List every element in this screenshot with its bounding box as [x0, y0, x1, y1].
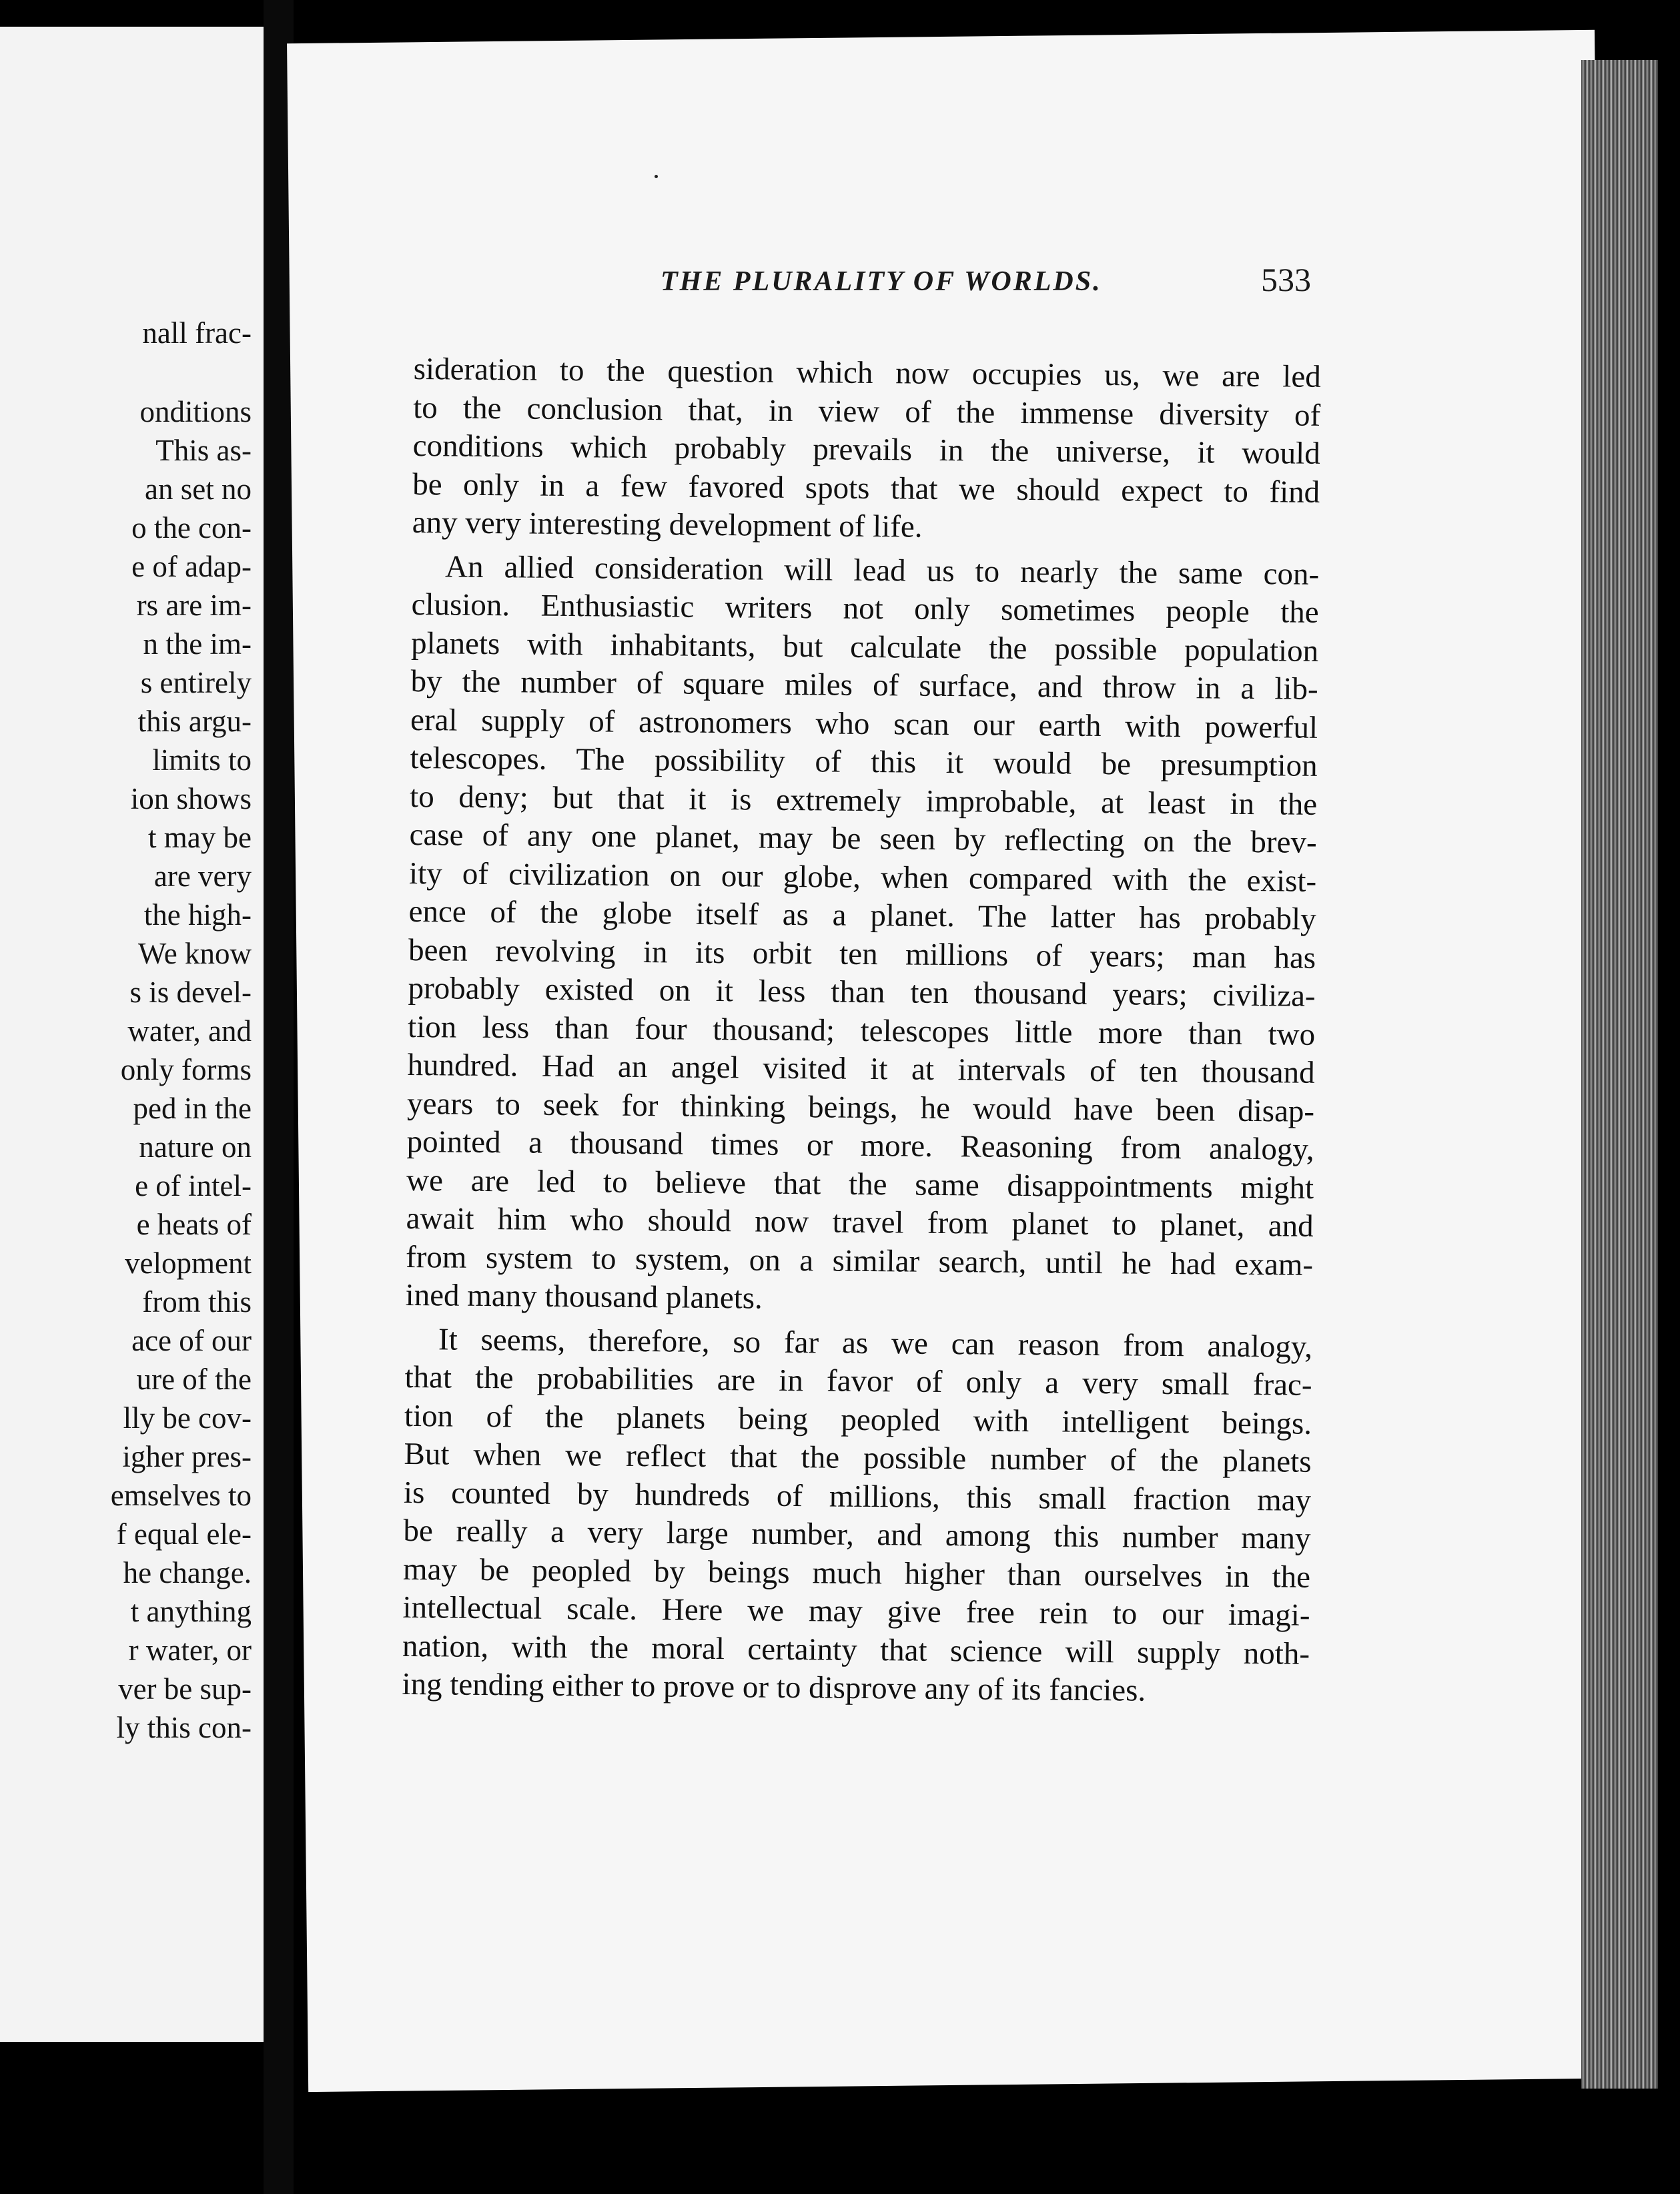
text-line: we are led to believe that the same disappointments might: [406, 1162, 1314, 1206]
text-line: to deny; but that it is extremely improbable, at least in the: [409, 779, 1318, 822]
text-line: to the conclusion that, in view of the immense diversity of: [413, 390, 1321, 433]
left-page-line: emselves to: [110, 1479, 252, 1512]
left-page-line: ped in the: [133, 1092, 252, 1125]
text-line: years to seek for thinking beings, he would have been disap-: [406, 1086, 1315, 1129]
left-page-line: ure of the: [136, 1363, 252, 1396]
left-page-line: ly this con-: [116, 1711, 252, 1744]
text-line: eral supply of astronomers who scan our earth with powerful: [410, 702, 1318, 745]
left-page-line: are very: [153, 859, 252, 893]
text-line: that the probabilities are in favor of only a very small frac-: [404, 1359, 1312, 1403]
text-line: been revolving in its orbit ten millions of years; man has: [408, 932, 1316, 976]
left-page-line: e of intel-: [135, 1169, 252, 1202]
left-page-line: only forms: [120, 1053, 252, 1086]
left-page-line: from this: [142, 1285, 252, 1319]
text-line: ity of civilization on our globe, when compared with the exist-: [408, 855, 1317, 899]
left-page-line: onditions: [139, 395, 252, 428]
left-page-line: lly be cov-: [123, 1401, 252, 1435]
text-line: be only in a few favored spots that we should expect to find: [412, 466, 1320, 510]
page-number: 533: [1261, 261, 1311, 298]
left-page-line: f equal ele-: [116, 1517, 252, 1551]
left-page-line: t may be: [148, 821, 252, 854]
left-page-line: ace of our: [131, 1324, 252, 1357]
text-line: case of any one planet, may be seen by reflecting on the brev-: [409, 817, 1317, 860]
left-page-line: nature on: [139, 1130, 252, 1164]
left-page-line: ion shows: [130, 782, 252, 815]
left-page-line: this argu-: [137, 705, 252, 738]
text-line: conditions which probably prevails in the universe, it would: [412, 428, 1320, 471]
text-line: await him who should now travel from planet to planet, and: [406, 1200, 1314, 1244]
left-page-line: n the im-: [143, 627, 252, 661]
left-page-line: an set no: [145, 472, 252, 506]
left-page-line: igher pres-: [122, 1440, 252, 1473]
page-body-text: [402, 350, 1321, 1712]
paragraph: [412, 350, 1320, 550]
left-page-gap: [0, 352, 252, 392]
text-line: tion of the planets being peopled with intelligent beings.: [404, 1398, 1312, 1441]
text-line: by the number of square miles of surface, and throw in a lib-: [410, 663, 1318, 707]
text-line: intellectual scale. Here we may give free rein to our imagi-: [402, 1589, 1310, 1633]
left-page-line: ver be sup-: [118, 1672, 252, 1706]
left-page-line: e heats of: [136, 1208, 252, 1241]
text-line: planets with inhabitants, but calculate the possible population: [410, 625, 1319, 669]
text-line: telescopes. The possibility of this it would be presumption: [410, 740, 1318, 783]
left-page-line: s entirely: [140, 666, 252, 699]
left-page-line: This as-: [155, 434, 252, 467]
left-page-line: o the con-: [131, 511, 252, 544]
paragraph: [402, 1320, 1312, 1712]
left-page-line: limits to: [152, 743, 252, 777]
paragraph: [405, 547, 1319, 1323]
ink-speck: [655, 175, 658, 178]
left-page-line: r water, or: [128, 1633, 252, 1667]
text-line: from system to system, on a similar search, until he had exam-: [405, 1239, 1314, 1283]
left-page-line: he change.: [123, 1556, 252, 1589]
text-line: But when we reflect that the possible number of the planets: [404, 1436, 1312, 1479]
text-line: hundred. Had an angel visited it at intervals of ten thousand: [407, 1047, 1315, 1090]
left-page-line: nall frac-: [142, 316, 252, 350]
text-line: sideration to the question which now occupies us, we are led: [413, 351, 1321, 394]
text-line: be really a very large number, and among this number many: [403, 1513, 1311, 1556]
page-edges: [1581, 60, 1658, 2089]
text-line: clusion. Enthusiastic writers not only sometimes people the: [411, 587, 1319, 630]
text-line: tion less than four thousand; telescopes little more than two: [407, 1009, 1316, 1052]
left-page-line: e of adap-: [131, 550, 252, 583]
running-title: THE PLURALITY OF WORLDS.: [661, 266, 1102, 297]
text-line: pointed a thousand times or more. Reasoning from analogy,: [406, 1124, 1314, 1167]
book-gutter: [264, 0, 294, 2194]
text-line: ined many thousand planets.: [405, 1277, 763, 1316]
left-page-line: s is devel-: [129, 976, 252, 1009]
text-line: ence of the globe itself as a planet. The latter has probably: [408, 893, 1316, 937]
left-page-line: water, and: [127, 1014, 252, 1048]
text-line: any very interesting development of life.: [412, 504, 923, 544]
left-page-line: rs are im-: [136, 589, 252, 622]
left-page: [0, 27, 268, 2042]
left-page-line: We know: [137, 937, 252, 970]
left-page-line: the high-: [143, 898, 252, 932]
text-line: is counted by hundreds of millions, this small fraction may: [403, 1475, 1312, 1518]
left-page-text: [0, 314, 252, 1747]
text-line: It seems, therefore, so far as we can reason from analogy,: [438, 1321, 1313, 1365]
text-line: nation, with the moral certainty that science will supply noth-: [402, 1628, 1310, 1672]
text-line: probably existed on it less than ten thousand years; civiliza-: [408, 970, 1316, 1014]
left-page-line: t anything: [130, 1595, 252, 1628]
text-line: An allied consideration will lead us to nearly the same con-: [444, 548, 1320, 592]
text-line: may be peopled by beings much higher than ourselves in the: [402, 1551, 1311, 1595]
left-page-line: velopment: [125, 1246, 252, 1280]
text-line: ing tending either to prove or to disprove any of its fancies.: [402, 1666, 1146, 1708]
